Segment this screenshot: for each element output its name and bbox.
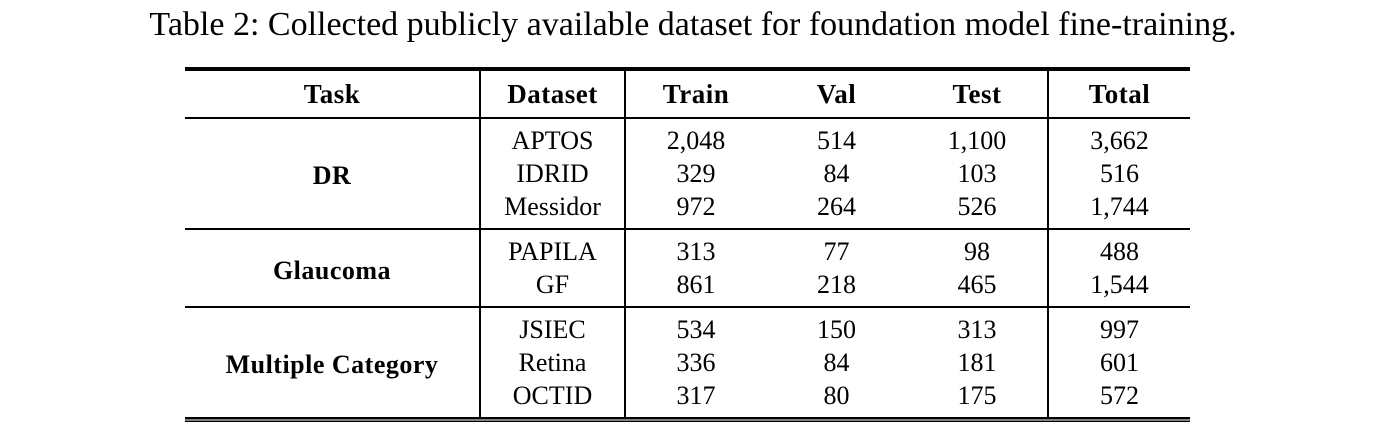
- cell-test: 175: [957, 380, 997, 410]
- datasets-table-wrapper: [185, 67, 1190, 422]
- cell-dataset: PAPILA: [480, 229, 625, 268]
- cell-val: 514: [817, 125, 856, 155]
- cell-total: 3,662: [1048, 118, 1190, 157]
- column-header-dataset: Dataset: [480, 71, 625, 118]
- cell-train: 2,048: [666, 125, 726, 155]
- cell-val: 264: [817, 191, 856, 221]
- cell-val: 80: [823, 380, 850, 410]
- cell-val: 84: [823, 158, 850, 188]
- cell-train: 972: [676, 191, 716, 221]
- cell-total: 572: [1048, 379, 1190, 417]
- column-header-train: Train: [625, 71, 766, 118]
- cell-val: 218: [817, 269, 856, 299]
- cell-test: 1,100: [947, 125, 1007, 155]
- cell-total: 488: [1048, 229, 1190, 268]
- table-row: [185, 229, 1190, 268]
- cell-val: 77: [766, 229, 907, 268]
- cell-test: 465: [957, 269, 997, 299]
- cell-dataset: GF: [480, 268, 625, 307]
- column-header-val: Val: [766, 71, 907, 118]
- table-body: [185, 118, 1190, 417]
- cell-val: 84: [823, 347, 850, 377]
- cell-total: 997: [1048, 307, 1190, 346]
- cell-total: 1,544: [1048, 268, 1190, 307]
- cell-dataset: Retina: [480, 346, 625, 379]
- cell-val: 150: [766, 307, 907, 346]
- table-row: [185, 307, 1190, 346]
- task-label-glaucoma: Glaucoma: [185, 229, 480, 307]
- cell-train: 313: [625, 229, 766, 268]
- cell-test: 103: [957, 158, 997, 188]
- cell-train: 329: [676, 158, 716, 188]
- task-label-dr: DR: [312, 161, 352, 190]
- cell-dataset: IDRID: [480, 157, 625, 190]
- cell-train: 336: [676, 347, 716, 377]
- cell-dataset: JSIEC: [480, 307, 625, 346]
- cell-dataset: APTOS: [480, 118, 625, 157]
- cell-test: 98: [907, 229, 1048, 268]
- cell-train: 534: [625, 307, 766, 346]
- datasets-table: [185, 71, 1190, 417]
- cell-test: 181: [957, 347, 997, 377]
- column-header-task: Task: [185, 71, 480, 118]
- column-header-total: Total: [1048, 71, 1190, 118]
- header-row: [185, 71, 1190, 118]
- task-label-multiple-category: Multiple Category: [185, 307, 480, 417]
- cell-test: 313: [907, 307, 1048, 346]
- cell-dataset: OCTID: [480, 379, 625, 417]
- table-bottom-rule: [185, 417, 1190, 422]
- cell-total: 516: [1048, 157, 1190, 190]
- cell-total: 601: [1048, 346, 1190, 379]
- cell-total: 1,744: [1048, 190, 1190, 229]
- cell-train: 317: [676, 380, 716, 410]
- table-header: [185, 71, 1190, 118]
- cell-train: 861: [676, 269, 716, 299]
- cell-dataset: Messidor: [480, 190, 625, 229]
- table-caption: Table 2: Collected publicly available dataset for foundation model fine-training.: [149, 6, 1237, 43]
- cell-test: 526: [957, 191, 997, 221]
- column-header-test: Test: [907, 71, 1048, 118]
- table-row: [185, 118, 1190, 157]
